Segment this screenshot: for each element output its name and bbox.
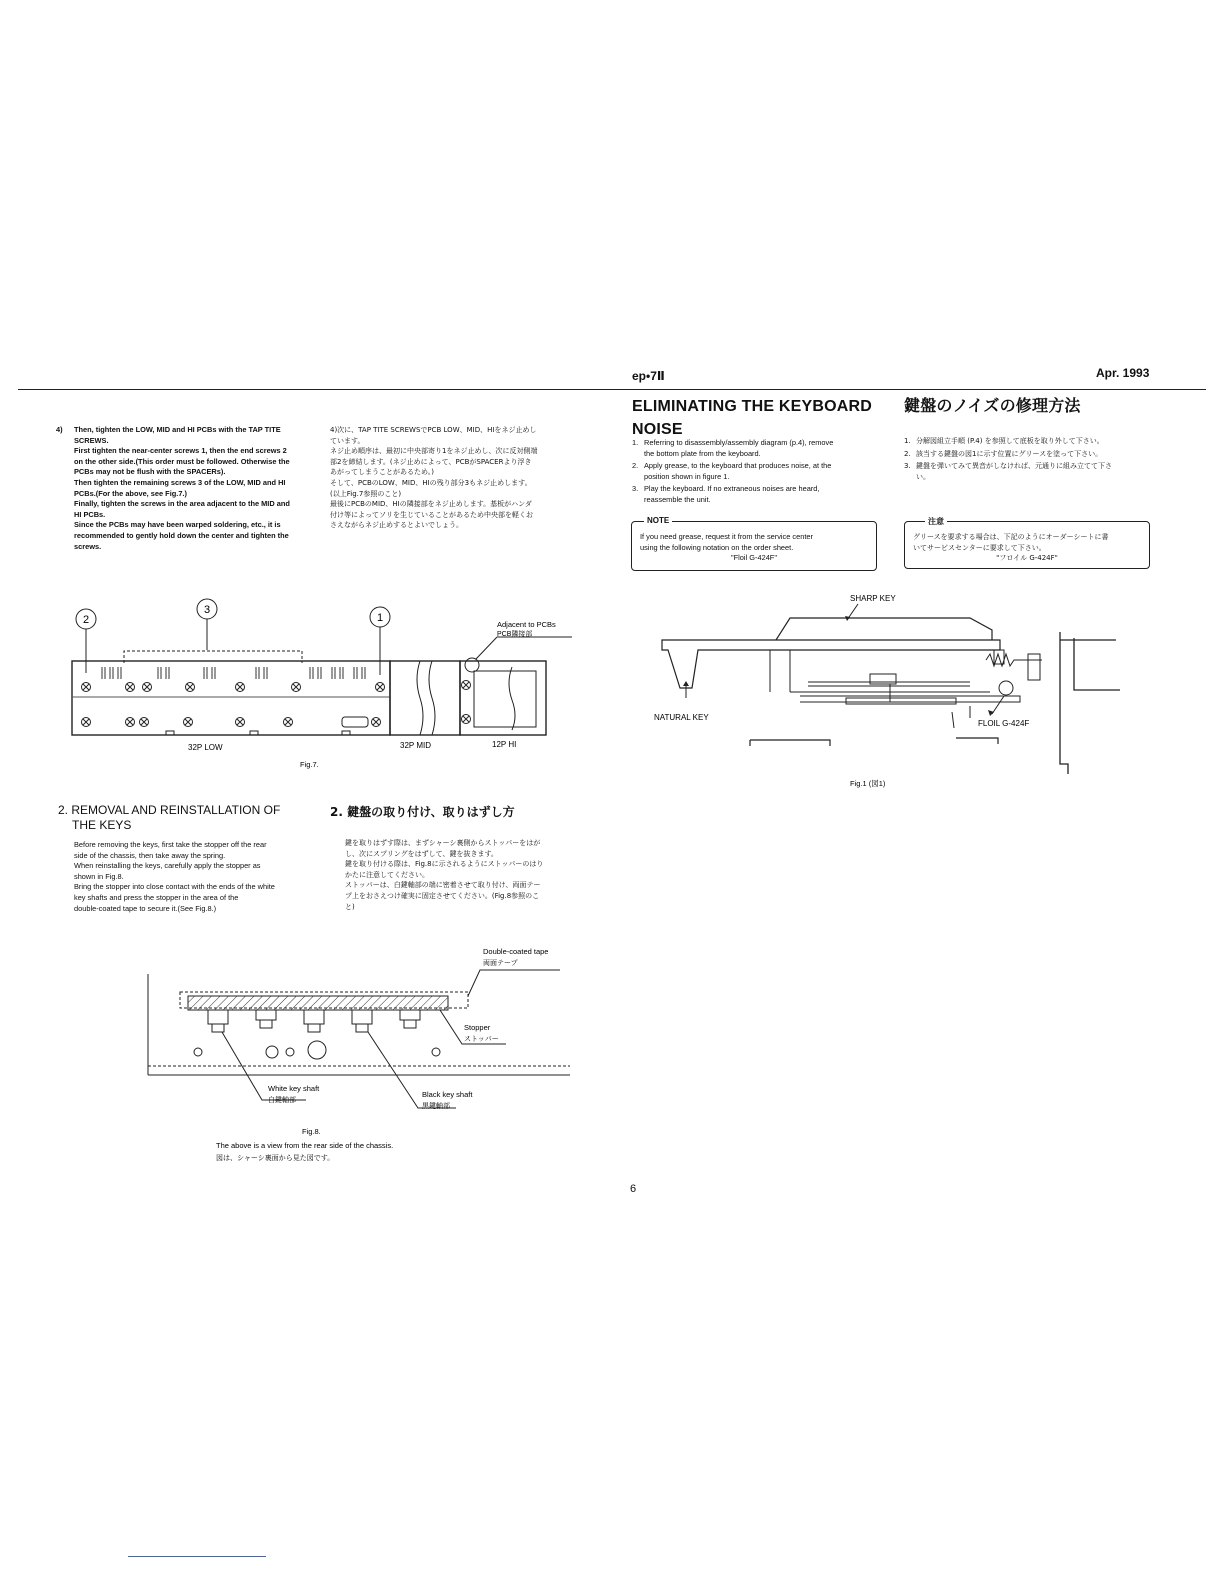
adjacent-label-jp: PCB隣接部 — [497, 631, 533, 638]
step4-jp-line: さえながらネジ止めするとよいでしょう。 — [330, 521, 463, 530]
fig8-diagram — [140, 940, 580, 1170]
noise-title-en-2: NOISE — [632, 421, 683, 438]
section2-jp-line: 鍵を取りはずす際は、まずシャーシ裏側からストッパーをはが — [345, 839, 541, 847]
noise-en-step-number: 1. — [632, 438, 639, 447]
noise-jp-step-number: 1. — [904, 437, 911, 445]
noise-jp-step — [904, 449, 1156, 460]
note-jp-product: "フロイル G-424F" — [996, 554, 1058, 563]
step4-en-line: PCBs.(For the above, see Fig.7.) — [74, 488, 187, 498]
floil-label: FLOIL G-424F — [978, 719, 1030, 728]
step4-jp-line: ています。 — [330, 436, 365, 445]
label-32p-low: 32P LOW — [188, 743, 223, 752]
noise-en-step-text: Apply grease, to the keyboard that produces noise, at the position shown in figure 1. — [644, 461, 832, 481]
noise-title-jp: 鍵盤のノイズの修理方法 — [904, 396, 1081, 415]
step4-jp-line: 4)次に、TAP TITE SCREWSでPCB LOW、MID、HIをネジ止めし — [330, 426, 537, 434]
noise-jp-step-number: 3. — [904, 462, 911, 471]
step4-jp-line: (以上Fig.7参照のこと) — [330, 489, 402, 498]
step4-en-line: PCBs may not be flush with the SPACERs). — [74, 467, 226, 477]
step4-en-line: SCREWS. — [74, 435, 109, 445]
step4-en-line: recommended to gently hold down the center and tighten the — [74, 530, 289, 540]
noise-en-step-text: Play the keyboard. If no extraneous noises are heard, reassemble the unit. — [644, 484, 820, 504]
noise-title-en-1: ELIMINATING THE KEYBOARD — [632, 398, 873, 415]
natural-key — [662, 640, 1000, 688]
document-date: Apr. 1993 — [1096, 366, 1150, 380]
section2-jp-line: し、次にスプリングをはずして、鍵を抜きます。 — [345, 849, 498, 858]
section2-title-en-2: THE KEYS — [72, 818, 132, 832]
black-shaft-label-jp: 黒鍵軸部 — [422, 1103, 450, 1110]
stopper — [188, 996, 448, 1010]
section2-en-line: side of the chassis, then take away the spring. — [74, 850, 226, 860]
label-32p-mid: 32P MID — [400, 741, 431, 750]
fig8-caption: Fig.8. — [302, 1127, 321, 1136]
step4-japanese-text — [330, 425, 580, 531]
step4-en-line: screws. — [74, 541, 102, 551]
section2-jp-line: 鍵を取り付ける際は、Fig.8に示されるようにストッパーのはり — [345, 860, 544, 869]
section2-jp-line: プ上をおさえつけ確実に固定させてください。(Fig.8参照のこ — [345, 891, 540, 900]
step4-jp-line: 付け等によってソリを生じていることがあるため中央部を軽くお — [330, 510, 533, 519]
step4-english-text — [74, 425, 306, 552]
section2-en-line: key shafts and press the stopper in the area of the — [74, 892, 239, 902]
step4-en-line: Finally, tighten the screws in the area adjacent to the MID and — [74, 499, 290, 509]
fig7-diagram — [60, 595, 580, 775]
section2-japanese-text — [345, 838, 585, 912]
key-shafts — [208, 1010, 420, 1032]
model-name: ep•7Ⅱ — [632, 369, 665, 383]
step4-jp-line: ネジ止め順序は、最初に中央部寄り1をネジ止めし、次に反対側端 — [330, 447, 538, 456]
noise-jp-step-text: 分解図組立手順 (P.4) を参照して底板を取り外して下さい。 — [916, 437, 1104, 445]
white-shaft-label-en: White key shaft — [268, 1084, 320, 1093]
step4-jp-line: 部2を締結します。(ネジ止めによって、PCBがSPACERより浮き — [330, 457, 532, 466]
note-en-product: "Floil G-424F" — [731, 553, 777, 563]
section2-title-jp: 2. 鍵盤の取り付け、取りはずし方 — [330, 805, 515, 819]
fig7-caption: Fig.7. — [300, 760, 319, 769]
noise-jp-step-text: 該当する鍵盤の図1に示す位置にグリースを塗って下さい。 — [916, 449, 1103, 458]
fig1-caption: Fig.1 (図1) — [850, 779, 886, 788]
note-en-line-1: If you need grease, request it from the service center — [640, 532, 813, 541]
section2-en-line: double-coated tape to secure it.(See Fig.8.) — [74, 903, 217, 913]
section2-jp-line: と) — [345, 902, 355, 911]
fig1-diagram — [640, 588, 1130, 788]
step4-en-line: Since the PCBs may have been warped soldering, etc., it is — [74, 520, 281, 530]
stopper-label-jp: ストッパー — [464, 1036, 499, 1043]
section2-jp-line: ストッパーは、白鍵軸部の端に密着させて取り付け、両面テー — [345, 881, 541, 890]
step4-en-line: Then tighten the remaining screws 3 of the LOW, MID and HI — [74, 477, 286, 487]
callout-2-label: 2 — [82, 614, 90, 626]
sharp-key-label: SHARP KEY — [850, 594, 896, 603]
noise-en-step-number: 3. — [632, 484, 639, 494]
step4-en-line: on the other side.(This order must be followed. Otherwise the — [74, 456, 290, 466]
tape-label-en: Double-coated tape — [483, 947, 549, 956]
step4-en-line: HI PCBs. — [74, 509, 106, 519]
noise-en-step — [632, 461, 880, 482]
note-en-line-2: using the following notation on the order sheet. — [640, 542, 794, 552]
fig8-note-jp: 図は、シャーシ裏面から見た図です。 — [216, 1155, 335, 1162]
callout-3-label: 3 — [203, 604, 211, 616]
noise-jp-step — [904, 461, 1156, 482]
noise-jp-step-number: 2. — [904, 449, 911, 458]
step4-en-line: Then, tighten the LOW, MID and HI PCBs with the TAP TITE — [74, 425, 281, 434]
note-box-en — [631, 516, 877, 571]
natural-key-label: NATURAL KEY — [654, 713, 709, 722]
noise-steps-jp — [904, 436, 1156, 484]
noise-jp-step-text: 鍵盤を弾いてみて異音がしなければ、元通りに組み立てて下さ い。 — [916, 462, 1112, 481]
note-jp-line-2: いてサービスセンターに要求して下さい。 — [913, 543, 1046, 552]
fig7-screws — [82, 681, 471, 727]
grease-point — [999, 681, 1013, 695]
note-label-jp: 注意 — [925, 516, 947, 527]
noise-en-step — [632, 438, 880, 459]
black-shaft-label-en: Black key shaft — [422, 1090, 473, 1099]
section2-en-line: When reinstalling the keys, carefully apply the stopper as — [74, 861, 261, 871]
adjacent-label-en: Adjacent to PCBs — [497, 620, 556, 629]
step4-en-line: First tighten the near-center screws 1, then the end screws 2 — [74, 446, 287, 456]
callout-1-label: 1 — [376, 612, 384, 624]
fig8-note-en: The above is a view from the rear side of the chassis. — [216, 1141, 394, 1150]
stopper-label-en: Stopper — [464, 1023, 491, 1032]
fig7-connectors — [102, 667, 365, 679]
noise-en-step-text: Referring to disassembly/assembly diagram (p.4), remove the bottom plate from the keyboard. — [644, 438, 834, 458]
noise-jp-step — [904, 436, 1156, 447]
note-jp-line-1: グリースを要求する場合は、下記のようにオーダーシートに書 — [913, 533, 1109, 541]
section2-title-en-1: 2. REMOVAL AND REINSTALLATION OF — [58, 803, 281, 817]
page-number: 6 — [630, 1183, 637, 1195]
section2-en-line: Before removing the keys, first take the stopper off the rear — [74, 840, 267, 849]
step4-jp-line: そして、PCBのLOW、MID、HIの残り部分3もネジ止めします。 — [330, 478, 532, 487]
tape-label-jp: 両面テープ — [483, 960, 518, 967]
sharp-key — [776, 618, 992, 640]
noise-en-step — [632, 484, 880, 505]
step4-number: 4) — [56, 425, 63, 434]
header-rule — [18, 389, 1206, 390]
noise-en-step-number: 2. — [632, 461, 639, 471]
section2-en-line: Bring the stopper into close contact with the ends of the white — [74, 882, 275, 892]
note-box-jp — [904, 517, 1150, 569]
section2-en-line: shown in Fig.8. — [74, 871, 124, 881]
white-shaft-label-jp: 白鍵軸部 — [268, 1097, 296, 1104]
pcb-mid — [390, 661, 460, 735]
note-label-en: NOTE — [644, 516, 672, 525]
noise-steps-en — [632, 438, 880, 508]
step4-jp-line: 最後にPCBのMID、HIの隣接部をネジ止めします。基板がハンダ — [330, 500, 532, 509]
label-12p-hi: 12P HI — [492, 740, 517, 749]
section2-english-text — [74, 840, 304, 914]
step4-jp-line: あがってしまうことがあるため。) — [330, 468, 434, 477]
bottom-rule — [128, 1556, 266, 1557]
section2-jp-line: かたに注意してください。 — [345, 870, 429, 879]
